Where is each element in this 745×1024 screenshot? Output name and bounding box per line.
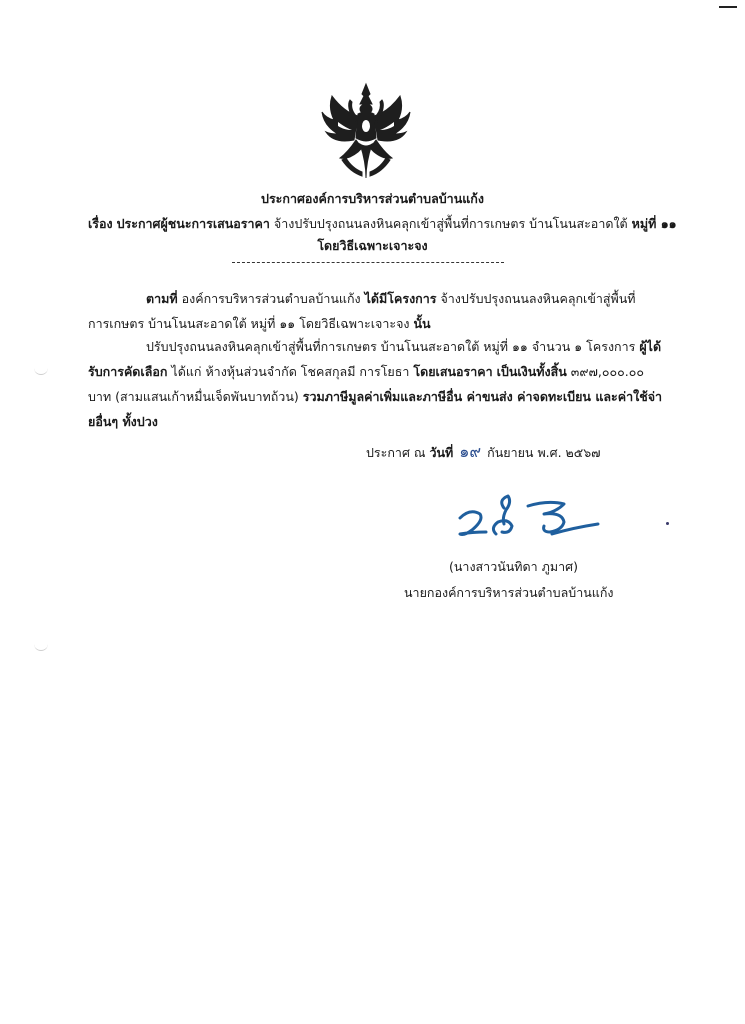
selected-label: ผู้ได้รับการคัดเลือก (88, 339, 662, 379)
winner-name: ห้างหุ้นส่วนจำกัด โชคสกุลมี การโยธา (205, 364, 410, 379)
paragraph-intro (88, 286, 668, 336)
total-amount: ๓๙๗,๐๐๐.๐๐ บาท (สามแสนเก้าหมื่นเจ็ดพันบาทถ้วน) (88, 364, 644, 404)
paragraph-result (88, 334, 668, 434)
date-month-year: กันยายน พ.ศ. ๒๕๖๗ (487, 445, 601, 460)
result-tail: รวมภาษีมูลค่าเพิ่มและภาษีอื่น ค่าขนส่ง ค่าจดทะเบียน และค่าใช้จ่ายอื่นๆ ทั้งปวง (88, 389, 663, 429)
intro-end: นั้น (413, 316, 431, 331)
corner-mark (719, 6, 737, 8)
subject-project: จ้างปรับปรุงถนนลงหินคลุกเข้าสู่พื้นที่การเกษตร บ้านโนนสะอาดใต้ (273, 216, 628, 231)
announcement-title: ประกาศองค์การบริหารส่วนตำบลบ้านแก้ง (261, 191, 484, 206)
signature-image (452, 488, 612, 544)
intro-rest: จ้างปรับปรุงถนนลงหินคลุกเข้าสู่พื้นที่การเกษตร บ้านโนนสะอาดใต้ หมู่ที่ ๑๑ โดยวิธีเฉพาะเจาะจง (88, 291, 636, 331)
intro-org: องค์การบริหารส่วนตำบลบ้านแก้ง (181, 291, 361, 306)
intro-has-project: ได้มีโครงการ (364, 291, 437, 306)
total-label: เป็นเงินทั้งสิ้น (496, 364, 567, 379)
punch-hole-mark (34, 366, 48, 375)
signer-name: (นางสาวนันทิดา ภูมาศ) (449, 559, 578, 574)
garuda-emblem-icon (318, 82, 414, 182)
result-project: ปรับปรุงถนนลงหินคลุกเข้าสู่พื้นที่การเกษตร บ้านโนนสะอาดใต้ หมู่ที่ ๑๑ จำนวน ๑ โครงการ (146, 339, 636, 354)
subject-line (88, 214, 688, 234)
signer-position: นายกองค์การบริหารส่วนตำบลบ้านแก้ง (404, 585, 614, 600)
intro-label: ตามที่ (146, 291, 178, 306)
procurement-method: โดยวิธีเฉพาะเจาะจง (317, 238, 428, 253)
announcement-date (366, 440, 601, 465)
ink-dot (666, 522, 669, 525)
subject-label: เรื่อง (88, 216, 113, 231)
date-prefix: ประกาศ ณ (366, 445, 426, 460)
date-day-handwritten: ๑๙ (459, 442, 482, 461)
date-day-label: วันที่ (429, 445, 454, 460)
subject-village: หมู่ที่ ๑๑ (631, 216, 677, 231)
offer-label: โดยเสนอราคา (413, 364, 493, 379)
winner-prefix: ได้แก่ (171, 364, 202, 379)
subject-text: ประกาศผู้ชนะการเสนอราคา (116, 216, 270, 231)
punch-hole-mark (34, 642, 48, 651)
separator-line (232, 262, 504, 263)
